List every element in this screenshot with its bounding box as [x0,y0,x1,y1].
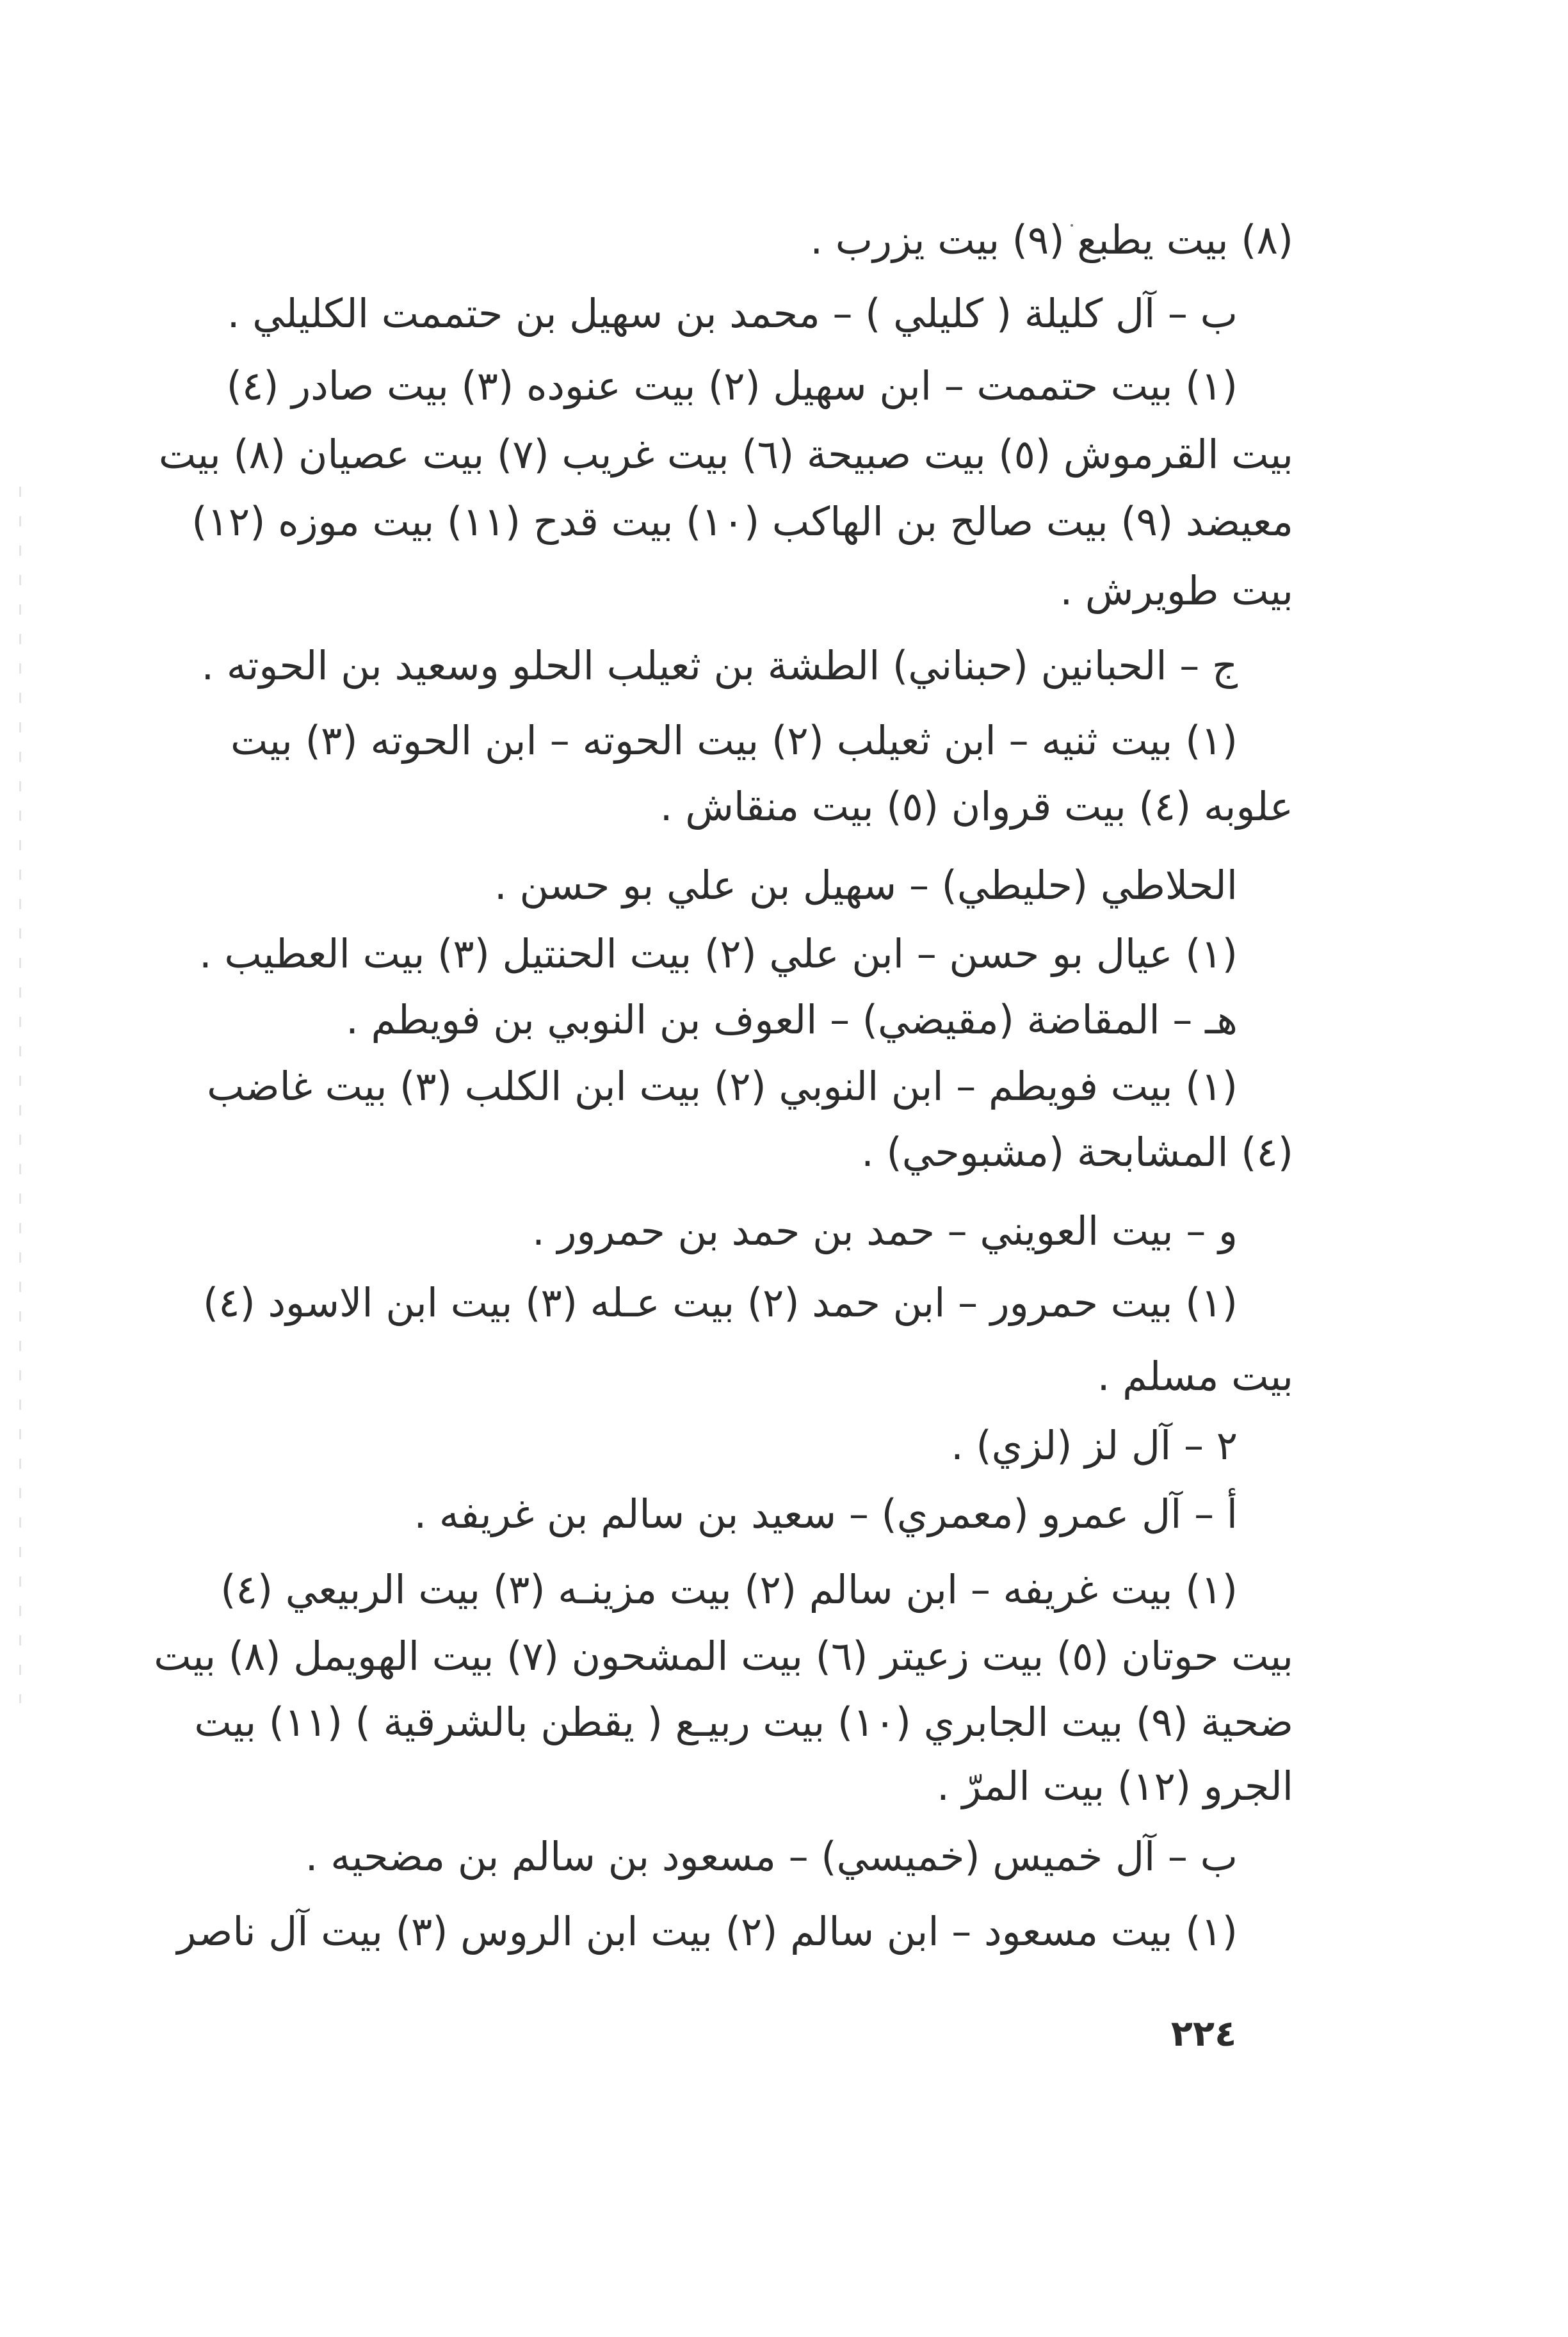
text-line: (٤) المشابحة (مشبوحي) . [861,1129,1293,1176]
page-number: ٢٢٤ [1170,2013,1237,2055]
text-line: (١) بيت حتممت – ابن سهيل (٢) بيت عنوده (٣) بيت صادر (٤) [226,362,1238,409]
text-line: و – بيت العويني – حمد بن حمد بن حمرور . [532,1208,1238,1254]
text-line: (١) بيت حمرور – ابن حمد (٢) بيت عـله (٣) بيت ابن الاسود (٤) [203,1279,1238,1326]
text-line: (١) بيت غريفه – ابن سالم (٢) بيت مزينـه (٣) بيت الربيعي (٤) [220,1566,1238,1613]
text-line: بيت حوتان (٥) بيت زعيتر (٦) بيت المشحون (٧) بيت الهويمل (٨) بيت [154,1633,1293,1679]
text-line: (١) بيت مسعود – ابن سالم (٢) بيت ابن الروس (٣) بيت آل ناصر [177,1908,1238,1955]
text-line: أ – آل عمرو (معمري) – سعيد بن سالم بن غريفه . [414,1491,1238,1537]
text-line: ضحية (٩) بيت الجابري (١٠) بيت ربيـع ( يقطن بالشرقية ) (١١) بيت [194,1699,1293,1745]
text-line: الحلاطي (حليطي) – سهيل بن علي بو حسن . [494,862,1238,909]
text-line: (١) عيال بو حسن – ابن علي (٢) بيت الحنتيل (٣) بيت العطيب . [198,930,1238,977]
text-line: بيت طويرش . [1060,567,1293,614]
scan-artifact-dots [19,487,21,1703]
text-line: (١) بيت فويطم – ابن النوبي (٢) بيت ابن الكلب (٣) بيت غاضب [207,1063,1238,1110]
text-line: (١) بيت ثنيه – ابن ثعيلب (٢) بيت الحوته – ابن الحوته (٣) بيت [230,717,1238,764]
text-line: (٨) بيت يطبع (٩) بيت يزرب . [810,216,1293,263]
text-line: بيت مسلم . [1097,1353,1293,1400]
text-line: ب – آل خميس (خميسي) – مسعود بن سالم بن مضحيه . [305,1833,1238,1880]
text-line: ٢ – آل لز (لزي) . [951,1422,1238,1469]
text-line: الجرو (١٢) بيت المرّ . [937,1763,1293,1809]
text-line: هـ – المقاضة (مقيضي) – العوف بن النوبي بن فويطم . [346,996,1238,1043]
text-line: بيت القرموش (٥) بيت صبيحة (٦) بيت غريب (٧) بيت عصيان (٨) بيت [158,431,1293,478]
text-line: ج – الحبانين (حبناني) الطشة بن ثعيلب الحلو وسعيد بن الحوته . [201,642,1238,689]
text-line: علوبه (٤) بيت قروان (٥) بيت منقاش . [659,783,1293,830]
text-line: ب – آل كليلة ( كليلي ) – محمد بن سهيل بن حتممت الكليلي . [227,290,1238,337]
text-line: معيضد (٩) بيت صالح بن الهاكب (١٠) بيت قدح (١١) بيت موزه (١٢) [191,498,1293,545]
